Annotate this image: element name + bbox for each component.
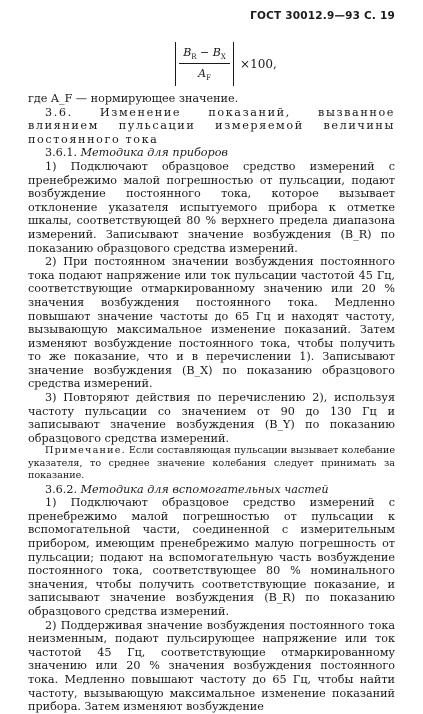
paragraph: 2) При постоянном значении возбуждения постоянного тока подают напряжение или ток пульсации частотой 45 Гц, соответствующие отмаркированному значению или 20 % значения возбуждения постоянного тока. Медленно повышают значение частоты до 65 Гц и находят частоту, вызывающую максимальное изменение показаний. Затем изменяют возбуждение постоянного тока, чтобы получить то же показание, что и в перечислении 1). Записывают значение возбуждения (B_X) по показанию образцового средства измерений.	[28, 255, 395, 391]
paragraph: 2) Поддерживая значение возбуждения постоянного тока неизменным, подают пульсирующее напряжение или ток частотой 45 Гц, соответствующие отмаркированному значению или 20 % значения возбуждения постоянного тока. Медленно повышают частоту до 65 Гц, чтобы найти частоту, вызывающую максимальное изменение показаний прибора. Затем изменяют возбуждение	[28, 618, 395, 714]
section-title: Методика для приборов	[80, 146, 228, 160]
section-number: 3.6.2.	[45, 482, 78, 496]
abs-bar-right	[233, 42, 234, 86]
section-3-6-heading: 3.6. Изменение показаний, вызванное влиянием пульсации измеряемой величины постоянного тока	[28, 105, 395, 146]
formula	[172, 40, 277, 88]
section-number: 3.6.1.	[45, 146, 78, 160]
where-line: где A_F — нормирующее значение.	[28, 92, 239, 105]
formula-suffix: ×100,	[240, 57, 277, 71]
note	[28, 445, 395, 482]
fraction	[179, 46, 230, 82]
body-text	[28, 92, 395, 714]
paragraph: 1) Подключают образцовое средство измерений с пренебрежимо малой погрешностью от пульсации, подают возбуждение постоянного тока, которое вызывает отклонение указателя испытуемого прибора к отметке шкалы, соответствующей 80 % верхнего предела диапазона измерений. Записывают значение возбуждения (B_R) по показанию образцового средства измерений.	[28, 159, 395, 255]
section-3-6-1-heading	[28, 146, 395, 160]
note-text: Если составляющая пульсации вызывает колебание указателя, то среднее значение колебания следует принимать за показание.	[28, 445, 396, 482]
section-3-6-2-heading	[28, 483, 395, 497]
page-header: ГОСТ 30012.9—93 С. 19	[250, 10, 395, 22]
note-label: Примечание.	[45, 445, 126, 457]
section-title: Методика для вспомогательных частей	[80, 482, 329, 496]
abs-bar-left	[175, 42, 176, 86]
formula-numerator: $B_R - B_X$	[179, 46, 230, 64]
paragraph: 1) Подключают образцовое средство измерений с пренебрежимо малой погрешностью от пульсации к вспомогательной части, соединенной с измерительным прибором, имеющим пренебрежимо малую погрешность от пульсации; подают на вспомогательную часть возбуждение постоянного тока, соответствующее 80 % номинального значения, чтобы получить соответствующие показание, и записывают значение возбуждения (B_R) по показанию образцового средства измерений.	[28, 496, 395, 618]
paragraph: 3) Повторяют действия по перечислению 2), используя частоту пульсации со значением от 90 до 130 Гц и записывают значение возбуждения (B_Y) по показанию образцового средства измерений.	[28, 391, 395, 445]
formula-denominator: $A_F$	[198, 67, 211, 83]
